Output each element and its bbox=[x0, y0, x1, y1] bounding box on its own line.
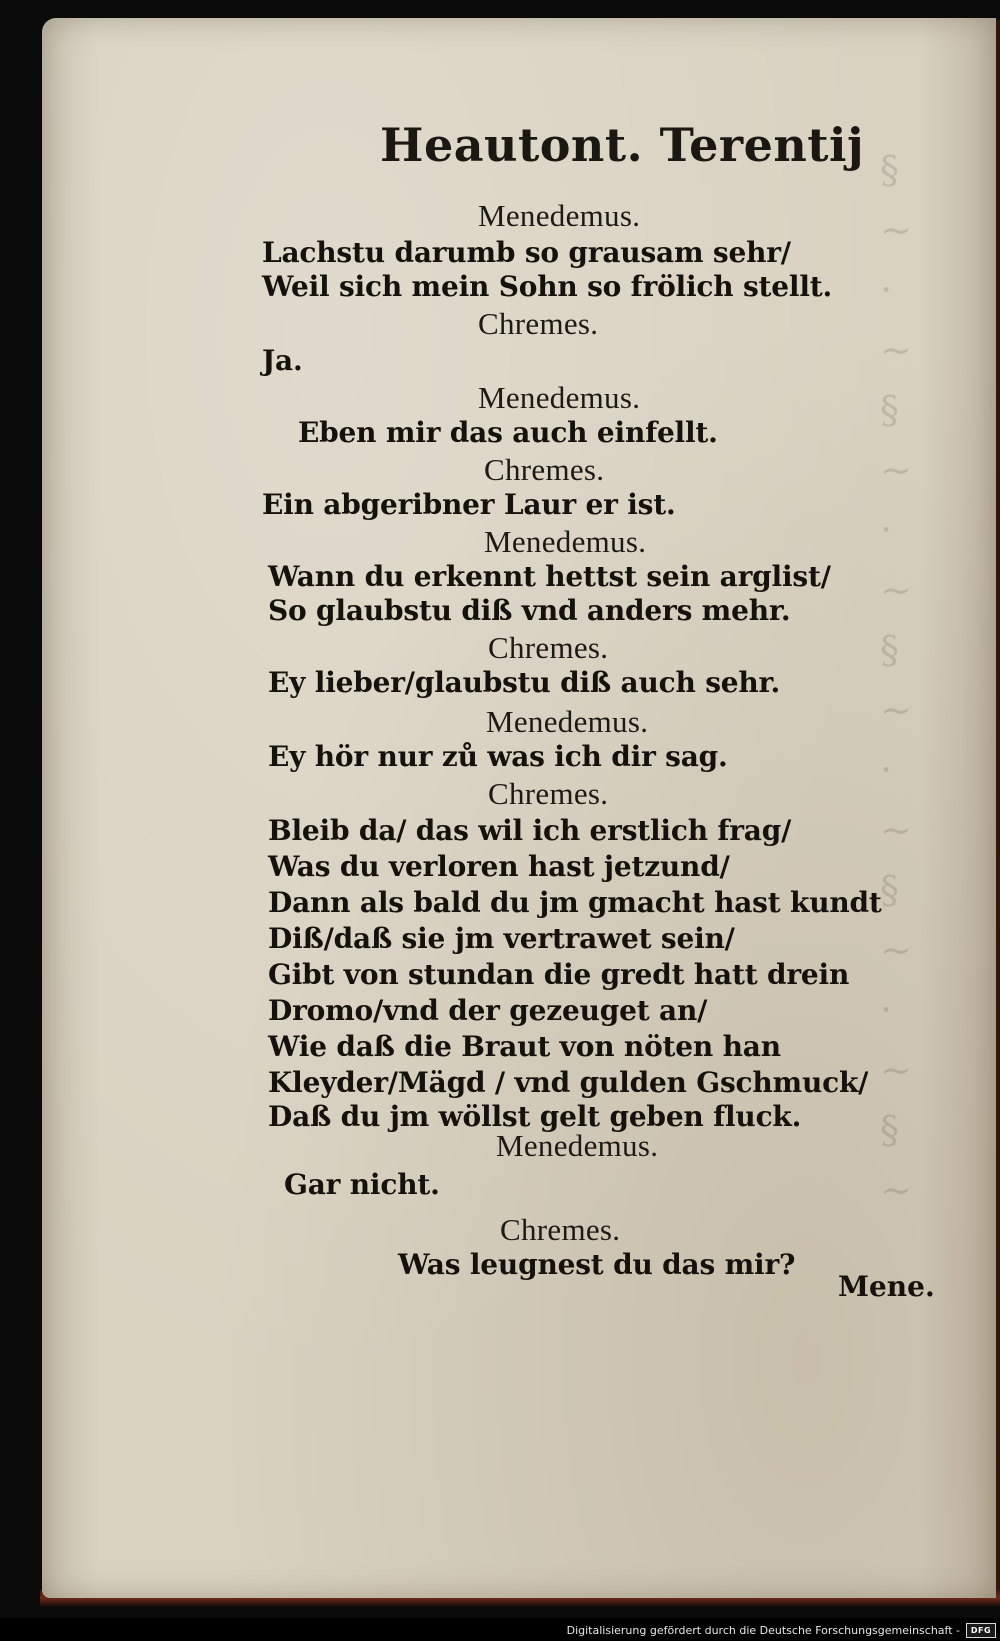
running-head: Heautont. Terentij bbox=[380, 118, 865, 172]
verse-line: Ey lieber/glaubstu diß auch sehr. bbox=[268, 666, 781, 699]
verse-line: Daß du jm wöllst gelt geben fluck. bbox=[268, 1100, 802, 1133]
verse-line: Weil sich mein Sohn so frölich stellt. bbox=[262, 270, 833, 303]
speaker-name: Chremes. bbox=[500, 1212, 621, 1247]
digitization-credit: Digitalisierung gefördert durch die Deutsche Forschungsgemeinschaft - bbox=[566, 1624, 960, 1637]
verse-line: Ey hör nur zů was ich dir sag. bbox=[268, 740, 728, 773]
verse-line: Was leugnest du das mir? bbox=[398, 1248, 796, 1281]
verse-line: Wie daß die Braut von nöten han bbox=[268, 1030, 781, 1063]
speaker-name: Menedemus. bbox=[484, 524, 647, 559]
speaker-name: Chremes. bbox=[488, 630, 609, 665]
verse-line: Ein abgeribner Laur er ist. bbox=[262, 488, 676, 521]
verse-line: Kleyder/Mägd / vnd gulden Gschmuck/ bbox=[268, 1066, 869, 1099]
speaker-name: Menedemus. bbox=[478, 198, 641, 233]
verse-line: Bleib da/ das wil ich erstlich frag/ bbox=[268, 814, 792, 847]
speaker-name: Chremes. bbox=[478, 306, 599, 341]
verse-line: Wann du erkennt hettst sein arglist/ bbox=[268, 560, 831, 593]
speaker-name: Menedemus. bbox=[486, 704, 649, 739]
speaker-name: Menedemus. bbox=[496, 1128, 659, 1163]
catchword: Mene. bbox=[838, 1270, 935, 1303]
verse-line: Lachstu darumb so grausam sehr/ bbox=[262, 236, 791, 269]
verse-line: Diß/daß sie jm vertrawet sein/ bbox=[268, 922, 735, 955]
verse-line: Ja. bbox=[262, 344, 303, 377]
verse-line: So glaubstu diß vnd anders mehr. bbox=[268, 594, 791, 627]
verse-line: Gar nicht. bbox=[284, 1168, 440, 1201]
verse-line: Gibt von stundan die gredt hatt drein bbox=[268, 958, 850, 991]
verse-line: Dromo/vnd der gezeuget an/ bbox=[268, 994, 708, 1027]
dfg-logo: DFG bbox=[966, 1623, 996, 1638]
speaker-name: Menedemus. bbox=[478, 380, 641, 415]
verse-line: Eben mir das auch einfellt. bbox=[298, 416, 718, 449]
show-through-texture: § ~ · ~ § ~ · ~ § ~ · ~ § ~ · ~ § ~ bbox=[880, 148, 912, 1212]
verse-line: Was du verloren hast jetzund/ bbox=[268, 850, 730, 883]
speaker-name: Chremes. bbox=[484, 452, 605, 487]
speaker-name: Chremes. bbox=[488, 776, 609, 811]
verse-line: Dann als bald du jm gmacht hast kundt bbox=[268, 886, 882, 919]
